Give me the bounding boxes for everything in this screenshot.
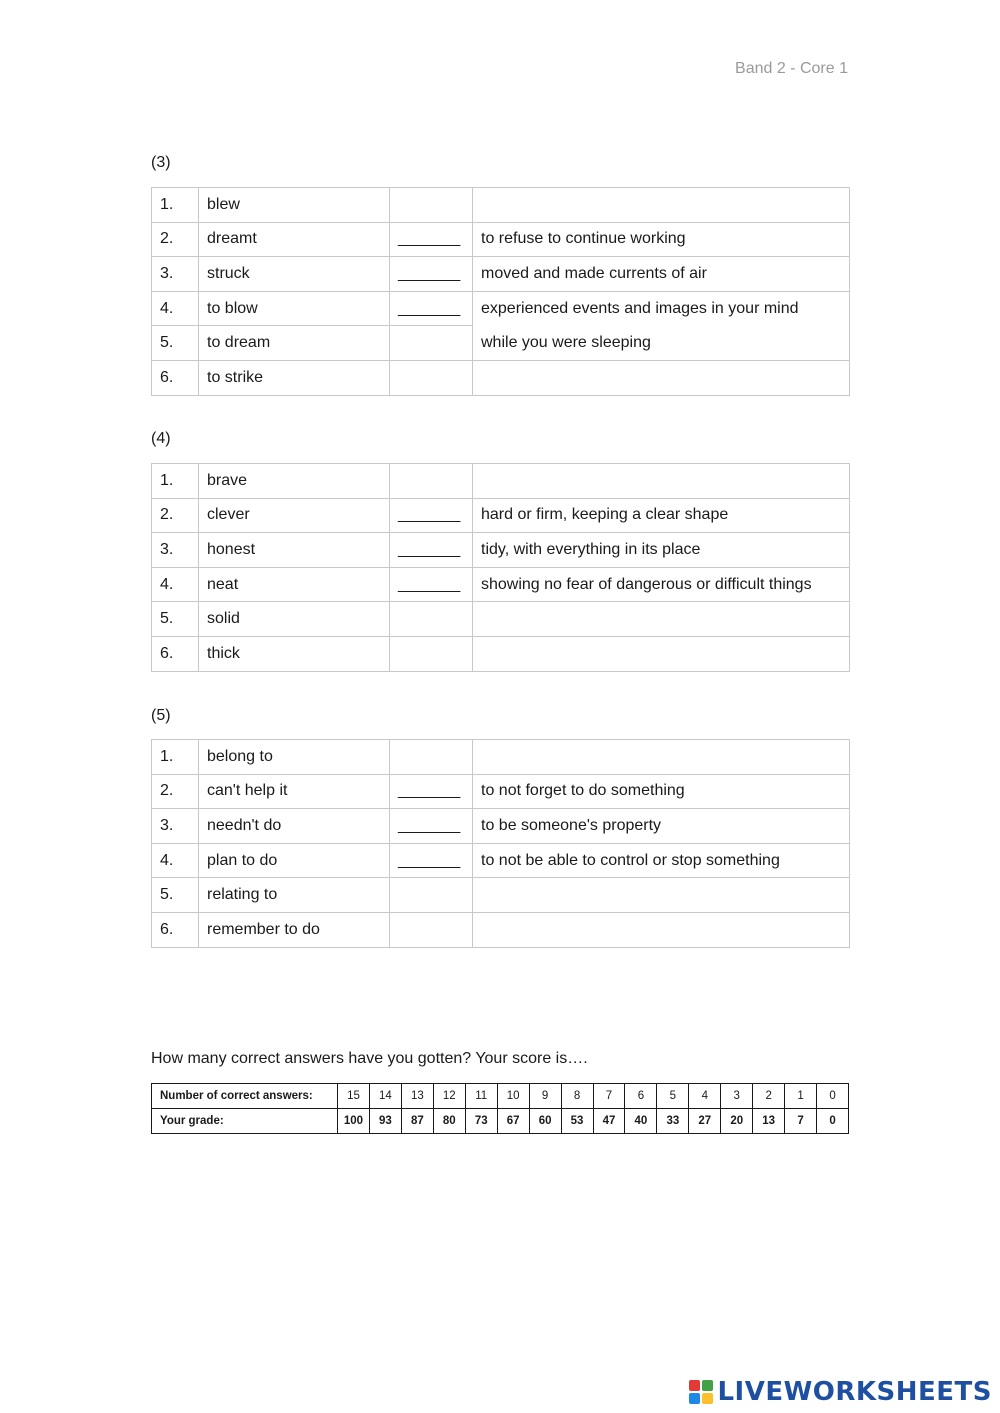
item-word: blew xyxy=(199,188,390,223)
item-number: 6. xyxy=(152,360,199,395)
table-row xyxy=(152,360,850,395)
definition-cell xyxy=(473,912,850,947)
definition: to be someone's property xyxy=(473,809,850,844)
item-number: 5. xyxy=(152,326,199,361)
score-count-cell: 12 xyxy=(433,1084,465,1109)
score-row-grade xyxy=(152,1109,849,1134)
item-word: remember to do xyxy=(199,912,390,947)
blank-cell xyxy=(390,464,473,499)
definition-cell xyxy=(473,360,850,395)
score-grade-cell: 67 xyxy=(497,1109,529,1134)
score-label: Number of correct answers: xyxy=(152,1084,338,1109)
score-question: How many correct answers have you gotten? Your score is…. xyxy=(151,1050,588,1067)
table-row xyxy=(152,740,850,775)
blank-cell xyxy=(390,878,473,913)
item-word: can't help it xyxy=(199,774,390,809)
definition-cell xyxy=(473,740,850,775)
matching-table xyxy=(151,463,850,672)
score-grade-cell: 33 xyxy=(657,1109,689,1134)
score-table xyxy=(151,1083,849,1134)
score-grade-cell: 40 xyxy=(625,1109,657,1134)
section-label: (4) xyxy=(151,430,171,447)
definition: to not be able to control or stop something xyxy=(473,843,850,878)
item-number: 4. xyxy=(152,291,199,326)
blank-cell xyxy=(390,360,473,395)
score-count-cell: 4 xyxy=(689,1084,721,1109)
definition: to refuse to continue working xyxy=(473,222,850,257)
item-number: 4. xyxy=(152,843,199,878)
section-label: (5) xyxy=(151,707,171,724)
item-word: to strike xyxy=(199,360,390,395)
table-row xyxy=(152,567,850,602)
score-count-cell: 14 xyxy=(369,1084,401,1109)
table-row xyxy=(152,533,850,568)
item-word: to dream xyxy=(199,326,390,361)
score-count-cell: 9 xyxy=(529,1084,561,1109)
item-word: struck xyxy=(199,257,390,292)
table-row xyxy=(152,843,850,878)
blank-cell xyxy=(390,636,473,671)
item-word: needn't do xyxy=(199,809,390,844)
item-number: 1. xyxy=(152,740,199,775)
table-row xyxy=(152,464,850,499)
answer-blank[interactable]: _______ xyxy=(390,809,473,844)
definition-cell xyxy=(473,464,850,499)
table-row xyxy=(152,188,850,223)
matching-table xyxy=(151,187,850,396)
score-grade-cell: 100 xyxy=(338,1109,370,1134)
score-row-correct xyxy=(152,1084,849,1109)
matching-table xyxy=(151,739,850,948)
item-number: 5. xyxy=(152,602,199,637)
item-number: 1. xyxy=(152,188,199,223)
table-row xyxy=(152,636,850,671)
definition-line: experienced events and images in your mind xyxy=(481,300,799,318)
item-word: dreamt xyxy=(199,222,390,257)
score-grade-cell: 13 xyxy=(753,1109,785,1134)
score-label: Your grade: xyxy=(152,1109,338,1134)
table-row xyxy=(152,878,850,913)
score-grade-cell: 0 xyxy=(817,1109,849,1134)
answer-blank[interactable]: _______ xyxy=(390,498,473,533)
score-count-cell: 10 xyxy=(497,1084,529,1109)
logo-icon xyxy=(689,1380,713,1404)
score-count-cell: 7 xyxy=(593,1084,625,1109)
blank-cell xyxy=(390,740,473,775)
score-count-cell: 1 xyxy=(785,1084,817,1109)
item-number: 6. xyxy=(152,912,199,947)
item-number: 2. xyxy=(152,498,199,533)
score-count-cell: 3 xyxy=(721,1084,753,1109)
answer-blank[interactable]: _______ xyxy=(390,533,473,568)
definition: moved and made currents of air xyxy=(473,257,850,292)
logo-text: LIVEWORKSHEETS xyxy=(717,1377,992,1407)
item-word: solid xyxy=(199,602,390,637)
score-grade-cell: 7 xyxy=(785,1109,817,1134)
score-grade-cell: 27 xyxy=(689,1109,721,1134)
item-word: honest xyxy=(199,533,390,568)
definition xyxy=(473,291,850,360)
item-word: to blow xyxy=(199,291,390,326)
score-count-cell: 11 xyxy=(465,1084,497,1109)
score-count-cell: 13 xyxy=(401,1084,433,1109)
score-count-cell: 8 xyxy=(561,1084,593,1109)
answer-blank[interactable]: _______ xyxy=(390,257,473,292)
item-number: 3. xyxy=(152,257,199,292)
table-row xyxy=(152,912,850,947)
logo-square xyxy=(702,1393,713,1404)
item-word: brave xyxy=(199,464,390,499)
answer-blank[interactable]: _______ xyxy=(390,843,473,878)
item-number: 4. xyxy=(152,567,199,602)
definition: showing no fear of dangerous or difficult things xyxy=(473,567,850,602)
blank-cell xyxy=(390,326,473,361)
score-count-cell: 2 xyxy=(753,1084,785,1109)
score-grade-cell: 73 xyxy=(465,1109,497,1134)
item-number: 3. xyxy=(152,809,199,844)
definition: to not forget to do something xyxy=(473,774,850,809)
score-count-cell: 6 xyxy=(625,1084,657,1109)
score-grade-cell: 93 xyxy=(369,1109,401,1134)
table-row xyxy=(152,774,850,809)
score-count-cell: 15 xyxy=(338,1084,370,1109)
logo-square xyxy=(689,1380,700,1391)
score-grade-cell: 47 xyxy=(593,1109,625,1134)
item-number: 2. xyxy=(152,222,199,257)
definition: hard or firm, keeping a clear shape xyxy=(473,498,850,533)
answer-blank[interactable]: _______ xyxy=(390,222,473,257)
blank-cell xyxy=(390,188,473,223)
page-header: Band 2 - Core 1 xyxy=(735,60,848,77)
section-label: (3) xyxy=(151,154,171,171)
item-word: relating to xyxy=(199,878,390,913)
answer-blank[interactable]: _______ xyxy=(390,567,473,602)
score-grade-cell: 53 xyxy=(561,1109,593,1134)
score-grade-cell: 80 xyxy=(433,1109,465,1134)
item-word: clever xyxy=(199,498,390,533)
table-row xyxy=(152,602,850,637)
item-number: 2. xyxy=(152,774,199,809)
item-word: belong to xyxy=(199,740,390,775)
logo-square xyxy=(702,1380,713,1391)
table-row xyxy=(152,809,850,844)
table-row xyxy=(152,291,850,326)
item-word: thick xyxy=(199,636,390,671)
blank-cell xyxy=(390,602,473,637)
definition-cell xyxy=(473,636,850,671)
definition-line: while you were sleeping xyxy=(481,333,651,351)
item-number: 1. xyxy=(152,464,199,499)
answer-blank[interactable]: _______ xyxy=(390,774,473,809)
definition-cell xyxy=(473,602,850,637)
answer-blank[interactable]: _______ xyxy=(390,291,473,326)
score-grade-cell: 87 xyxy=(401,1109,433,1134)
table-row xyxy=(152,222,850,257)
score-grade-cell: 60 xyxy=(529,1109,561,1134)
item-number: 5. xyxy=(152,878,199,913)
table-row xyxy=(152,498,850,533)
definition: tidy, with everything in its place xyxy=(473,533,850,568)
table-row xyxy=(152,257,850,292)
liveworksheets-logo xyxy=(689,1377,992,1407)
definition-cell xyxy=(473,878,850,913)
score-grade-cell: 20 xyxy=(721,1109,753,1134)
score-count-cell: 5 xyxy=(657,1084,689,1109)
score-count-cell: 0 xyxy=(817,1084,849,1109)
blank-cell xyxy=(390,912,473,947)
item-number: 6. xyxy=(152,636,199,671)
item-number: 3. xyxy=(152,533,199,568)
item-word: neat xyxy=(199,567,390,602)
logo-square xyxy=(689,1393,700,1404)
definition-cell xyxy=(473,188,850,223)
item-word: plan to do xyxy=(199,843,390,878)
